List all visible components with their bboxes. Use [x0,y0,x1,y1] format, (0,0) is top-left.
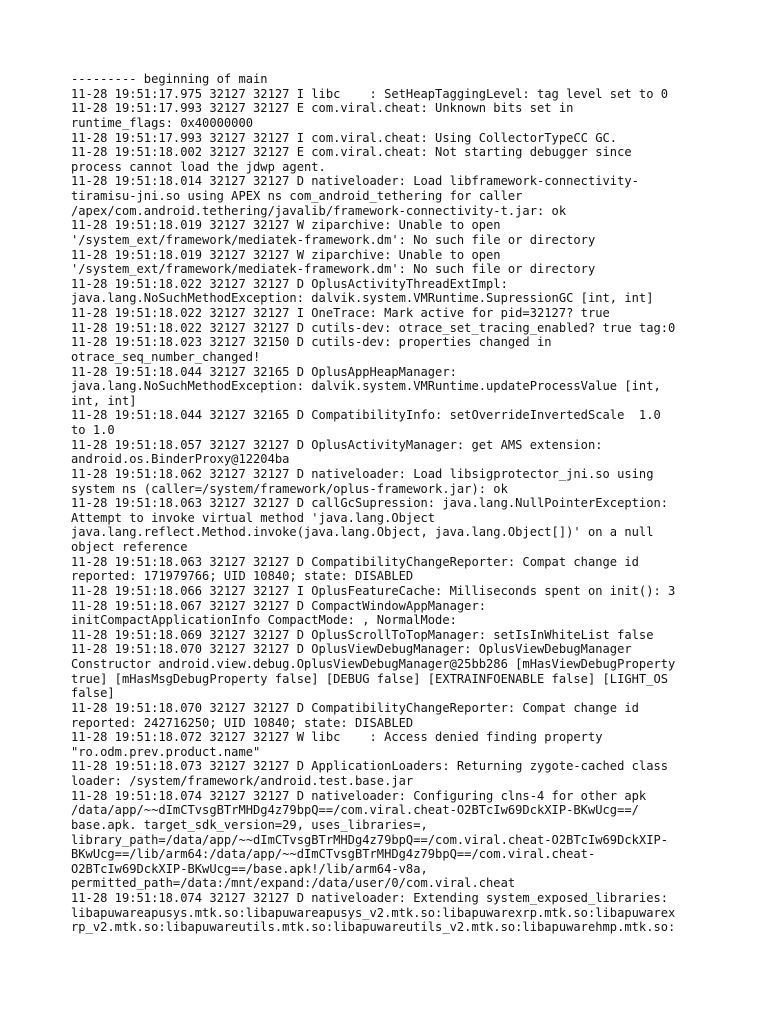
log-line: otrace_seq_number_changed! [71,349,261,364]
log-line: 11-28 19:51:18.073 32127 32127 D ApplicationLoaders: Returning zygote-cached class [71,759,669,774]
log-line: 11-28 19:51:18.063 32127 32127 D callGcSupression: java.lang.NullPointerException: [71,496,669,511]
log-line: object reference [71,540,188,554]
log-line: 11-28 19:51:18.066 32127 32127 I OplusFeatureCache: Milliseconds spent on init(): 3 [71,583,676,598]
log-line: 11-28 19:51:18.022 32127 32127 I OneTrace: Mark active for pid=32127? true [71,306,610,320]
log-line: 11-28 19:51:17.993 32127 32127 I com.viral.cheat: Using CollectorTypeCC GC. [71,130,618,145]
log-line: libapuwareapusys.mtk.so:libapuwareapusys_v2.mtk.so:libapuwarexrp.mtk.so:libapuwarex [71,905,676,920]
log-line: java.lang.NoSuchMethodException: dalvik.system.VMRuntime.updateProcessValue [int, [71,379,661,394]
log-line: java.lang.reflect.Method.invoke(java.lang.Object, java.lang.Object[])' on a null [71,525,654,540]
log-line: 11-28 19:51:18.069 32127 32127 D OplusScrollToTopManager: setIsInWhiteList false [71,627,654,642]
log-line: 11-28 19:51:18.067 32127 32127 D CompactWindowAppManager: [71,598,487,613]
log-line: 11-28 19:51:18.023 32127 32150 D cutils-dev: properties changed in [71,335,552,350]
log-line: process cannot load the jdwp agent. [71,159,326,174]
log-line: 11-28 19:51:18.074 32127 32127 D nativeloader: Configuring clns-4 for other apk [71,788,647,803]
log-line: reported: 171979766; UID 10840; state: DISABLED [71,569,414,584]
log-line: Attempt to invoke virtual method 'java.lang.Object [71,510,436,525]
log-line: reported: 242716250; UID 10840; state: DISABLED [71,715,414,730]
log-line: 11-28 19:51:18.072 32127 32127 W libc : Access denied finding property [71,730,603,745]
log-line: "ro.odm.prev.product.name" [71,744,261,759]
log-line: initCompactApplicationInfo CompactMode: , NormalMode: [71,613,457,628]
log-line: Constructor android.view.debug.OplusViewDebugManager@25bb286 [mHasViewDebugProperty [71,657,676,671]
log-line: 11-28 19:51:18.070 32127 32127 D OplusViewDebugManager: OplusViewDebugManager [71,642,632,657]
log-line: rp_v2.mtk.so:libapuwareutils.mtk.so:libapuwareutils_v2.mtk.so:libapuwarehmp.mtk.so: [71,920,676,935]
log-line: 11-28 19:51:18.074 32127 32127 D nativeloader: Extending system_exposed_libraries: [71,891,669,905]
log-line: 11-28 19:51:18.063 32127 32127 D CompatibilityChangeReporter: Compat change id [71,554,639,569]
log-line: int, int] [71,393,137,408]
log-line: 11-28 19:51:18.044 32127 32165 D OplusAppHeapManager: [71,364,457,379]
log-line: 11-28 19:51:18.022 32127 32127 D OplusActivityThreadExtImpl: [71,276,508,291]
log-line: '/system_ext/framework/mediatek-framework.dm': No such file or directory [71,262,596,277]
log-line: library_path=/data/app/~~dImCTvsgBTrMHDg4z79bpQ==/com.viral.cheat-O2BTcIw69DckXIP- [71,832,669,847]
log-line: android.os.BinderProxy@12204ba [71,452,290,467]
log-line: false] [71,686,115,701]
log-line: to 1.0 [71,423,115,437]
log-line: BKwUcg==/lib/arm64:/data/app/~~dImCTvsgBTrMHDg4z79bpQ==/com.viral.cheat- [71,847,596,862]
log-line: 11-28 19:51:18.019 32127 32127 W ziparchive: Unable to open [71,218,501,233]
log-line: 11-28 19:51:18.070 32127 32127 D CompatibilityChangeReporter: Compat change id [71,700,639,715]
log-line: 11-28 19:51:18.019 32127 32127 W ziparchive: Unable to open [71,247,501,262]
log-line: loader: /system/framework/android.test.base.jar [71,774,414,788]
log-output [71,72,711,935]
log-line: java.lang.NoSuchMethodException: dalvik.system.VMRuntime.SupressionGC [int, int] [71,291,654,306]
log-line: 11-28 19:51:17.993 32127 32127 E com.viral.cheat: Unknown bits set in [71,101,574,116]
log-line: base.apk. target_sdk_version=29, uses_libraries=, [71,817,428,832]
log-line: 11-28 19:51:18.002 32127 32127 E com.viral.cheat: Not starting debugger since [71,145,632,160]
log-line: runtime_flags: 0x40000000 [71,115,254,130]
log-line: /data/app/~~dImCTvsgBTrMHDg4z79bpQ==/com.viral.cheat-O2BTcIw69DckXIP-BKwUcg==/ [71,803,639,818]
log-line: 11-28 19:51:17.975 32127 32127 I libc : SetHeapTaggingLevel: tag level set to 0 [71,86,669,101]
log-line: tiramisu-jni.so using APEX ns com_android_tethering for caller [71,189,523,203]
log-line: /apex/com.android.tethering/javalib/framework-connectivity-t.jar: ok [71,203,567,218]
log-line: 11-28 19:51:18.062 32127 32127 D nativeloader: Load libsigprotector_jni.so using [71,466,654,481]
log-line: permitted_path=/data:/mnt/expand:/data/user/0/com.viral.cheat [71,876,516,891]
log-line: --------- beginning of main [71,72,268,86]
log-line: '/system_ext/framework/mediatek-framework.dm': No such file or directory [71,232,596,247]
log-line: 11-28 19:51:18.014 32127 32127 D nativeloader: Load libframework-connectivity- [71,174,639,189]
log-line: 11-28 19:51:18.057 32127 32127 D OplusActivityManager: get AMS extension: [71,437,603,452]
log-line: 11-28 19:51:18.022 32127 32127 D cutils-dev: otrace_set_tracing_enabled? true tag:0 [71,320,676,335]
log-line: system ns (caller=/system/framework/oplus-framework.jar): ok [71,481,508,496]
log-line: 11-28 19:51:18.044 32127 32165 D CompatibilityInfo: setOverrideInvertedScale 1.0 [71,408,661,423]
log-line: O2BTcIw69DckXIP-BKwUcg==/base.apk!/lib/arm64-v8a, [71,861,428,876]
log-line: true] [mHasMsgDebugProperty false] [DEBUG false] [EXTRAINFOENABLE false] [LIGHT_OS [71,671,669,686]
